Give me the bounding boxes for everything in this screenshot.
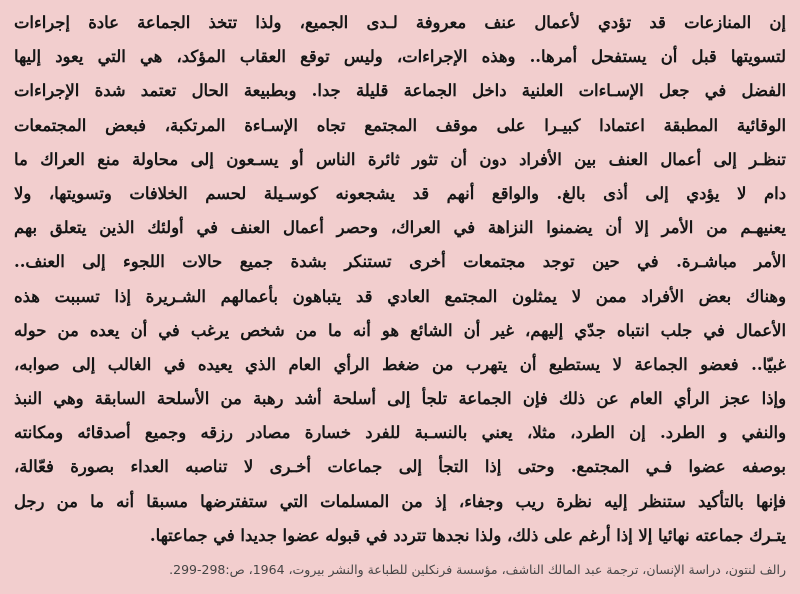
text-line: الفضل في جعل الإسـاءات العلنية داخل الجماعة قليلة جدا. وبطبيعة الحال تعتمد شدة الإجراءات	[14, 81, 786, 101]
text-line: غبيّا.. فعضو الجماعة لا يستطيع أن يتهرب من ضغط الرأي العام الذي يعيده في الغالب إلى صوابه،	[14, 354, 786, 374]
text-line: وإذا عجز الرأي العام عن ذلك فإن الجماعة تلجأ إلى أسلحة أشد رهبة من الأسلحة السابقة وهي النبذ	[14, 389, 786, 409]
text-line: يعنيهـم من الأمر إلا أن يضمنوا النزاهة في العراك، وحصر أعمال العنف في أولئك الذين يتعلق بهم	[14, 218, 786, 238]
text-line: فإنها بالتأكيد ستنظر إليه نظرة ريب وجفاء، إذ من المسلمات التي ستفترضها مسبقا أنه ما من رجل	[14, 491, 786, 511]
source-citation: رالف لنتون، دراسة الإنسان، ترجمة عبد المالك الناشف، مؤسسة فرنكلين للطباعة والنشر بيروت، 1964، ص:298-299.	[169, 562, 786, 577]
text-line: الأمر مباشـرة. في حين توجد مجتمعات أخرى تستنكر بشدة جميع حالات اللجوء إلى العنف..	[14, 252, 786, 272]
text-line: والنفي و الطرد. إن الطرد، مثلا، يعني بالنسـبة للفرد خسارة مصادر رزقه وجميع أصدقائه ومكانته	[14, 423, 786, 443]
body-paragraph	[14, 6, 786, 553]
text-line: إن المنازعات قد تؤدي لأعمال عنف معروفة لـدى الجميع، ولذا تتخذ الجماعة عادة إجراءات	[14, 13, 786, 32]
text-line: تنظـر إلى أعمال العنف بين الأفراد دون أن تثور ثائرة الناس أو يسـعون إلى محاولة منع العراك ما	[14, 149, 786, 169]
text-line: يتـرك جماعته نهائيا إلا إذا أرغم على ذلك، ولذا نجدها تتردد في قبوله عضوا جديدا في جماعتها.	[149, 525, 786, 545]
text-line: الوقائية المطبقة اعتمادا كبيـرا على موقف المجتمع تجاه الإسـاءة المرتكبة، فبعض المجتمعات	[14, 115, 786, 135]
text-line: وهناك بعض الأفراد ممن لا يمثلون المجتمع العادي قد يتباهون بأعمالهم الشـريرة إذا تسببت هذه	[14, 286, 786, 306]
text-line: بوصفه عضوا فـي المجتمع. وحتى إذا التجأ إلى جماعات أخـرى لا تناصبه العداء بصورة فعّالة،	[14, 457, 786, 477]
document-page	[14, 6, 786, 588]
text-line: دام لا يؤدي إلى أذى بالغ. والواقع أنهم قد يشجعونه كوسـيلة لحسم الخلافات وتسويتها، ولا	[14, 183, 786, 203]
text-line: لتسويتها قبل أن يستفحل أمرها.. وهذه الإجراءات، وليس توقع العقاب المؤكد، هي التي يعود إليها	[14, 47, 786, 67]
text-line: الأعمال في جلب انتباه جدّي إليهم، غير أن الشائع هو أنه ما من شخص يرغب في أن يعده من حوله	[14, 320, 786, 340]
